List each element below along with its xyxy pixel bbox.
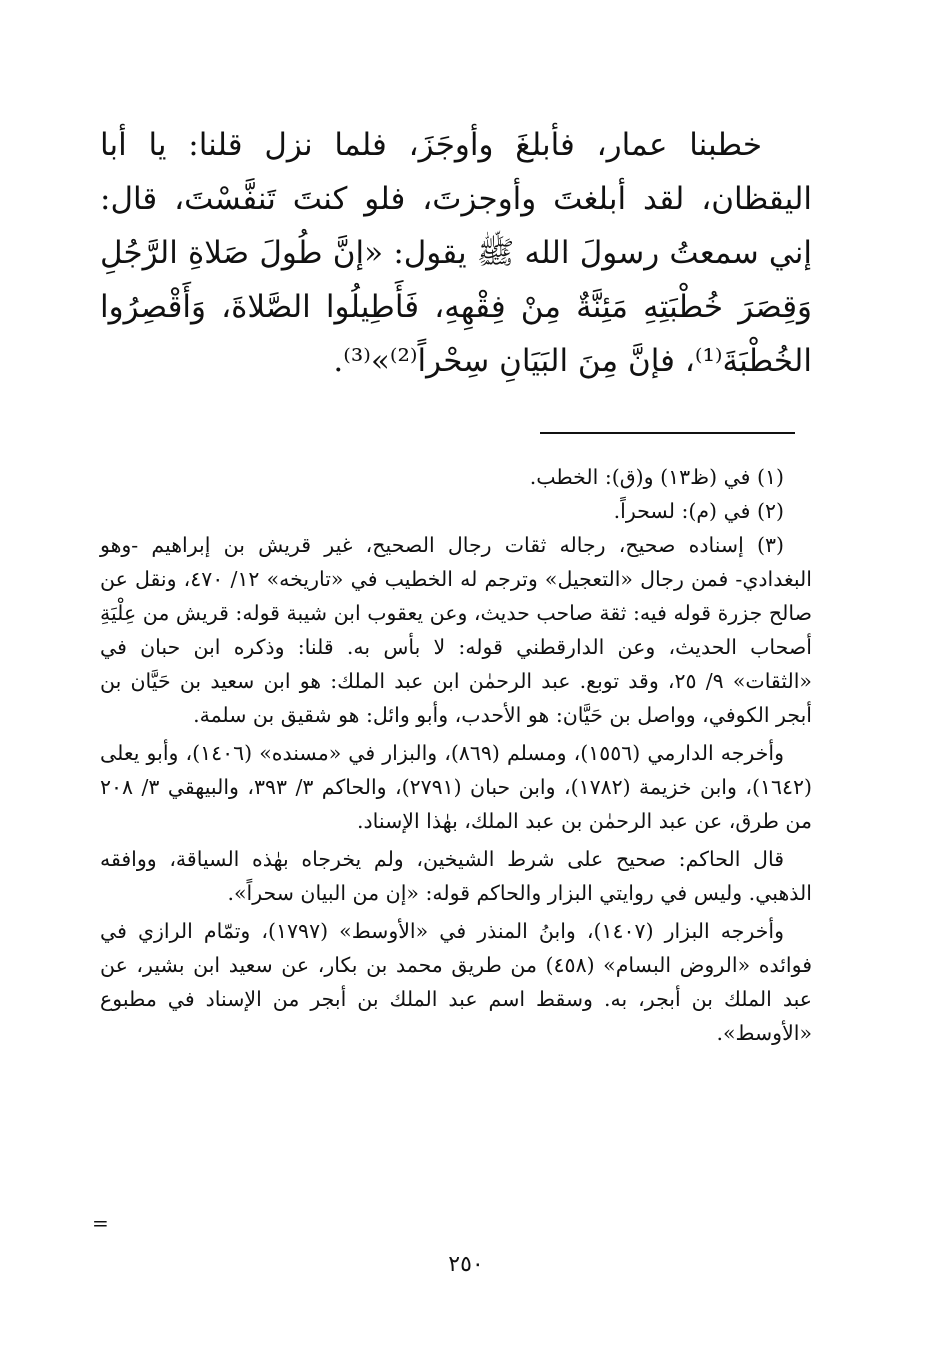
footnote-2: (٢) في (م): لسحراً. [613, 499, 784, 523]
footnote-3-hakim: قال الحاكم: صحيح على شرط الشيخين، ولم يخرجاه بهٰذه السياقة، ووافقه الذهبي. وليس في روايتي البزار والحاكم قوله: «إن من البيان سحراً». [100, 847, 812, 905]
page-number: ٢٥٠ [448, 1252, 484, 1277]
footnote-3-bazzar: وأخرجه البزار (١٤٠٧)، وابنُ المنذر في «الأوسط» (١٧٩٧)، وتمّام الرازي في فوائده «الروض البسام» (٤٥٨) من طريق محمد بن بكار، عن سعيد ابن بشير، عن عبد الملك بن أبجر، به. وسقط اسم عبد الملك بن أبجر من الإسناد في مطبوع «الأوسط». [100, 919, 812, 1045]
footnotes-block [100, 460, 812, 1050]
footnote-1: (١) في (ظ١٣) و(ق): الخطب. [529, 465, 784, 489]
continuation-mark: = [92, 1211, 109, 1235]
hadith-paragraph: خطبنا عمار، فأبلغَ وأوجَزَ، فلما نزل قلنا: يا أبا اليقظان، لقد أبلغتَ وأوجزتَ، فلو كنتَ تَنفَّسْتَ، قال: إني سمعتُ رسولَ الله ﷺ يقول: «إنَّ طُولَ صَلاةِ الرَّجُلِ وَقِصَرَ خُطْبَتِهِ مَئِنَّةٌ مِنْ فِقْهِهِ، فَأَطِيلُوا الصَّلاةَ، وَأَقْصِرُوا الخُطْبَةَ⁽¹⁾، فإنَّ مِنَ البَيَانِ سِحْراً⁽²⁾»⁽³⁾. [100, 127, 812, 379]
main-text-block [100, 118, 812, 388]
footnote-3: (٣) إسناده صحيح، رجاله ثقات رجال الصحيح، غير قريش بن إبراهيم -وهو البغدادي- فمن رجال «التعجيل» وترجم له الخطيب في «تاريخه» ١٢/ ٤٧٠، ونقل عن صالح جزرة قوله فيه: ثقة صاحب حديث، وعن يعقوب ابن شيبة قوله: قريش من عِلْيَةِ أصحاب الحديث، وعن الدارقطني قوله: لا بأس به. قلنا: وذكره ابن حبان في «الثقات» ٩/ ٢٥، وقد توبع. عبد الرحمٰن ابن عبد الملك: هو ابن سعيد بن حَيَّان بن أبجر الكوفي، وواصل بن حَيَّان: هو الأحدب، وأبو وائل: هو شقيق بن سلمة. [100, 533, 812, 727]
footnote-separator [540, 432, 795, 434]
footnote-3-takhrij: وأخرجه الدارمي (١٥٥٦)، ومسلم (٨٦٩)، والبزار في «مسنده» (١٤٠٦)، وأبو يعلى (١٦٤٢)، وابن خزيمة (١٧٨٢)، وابن حبان (٢٧٩١)، والحاكم ٣/ ٣٩٣، والبيهقي ٣/ ٢٠٨ من طرق، عن عبد الرحمٰن بن عبد الملك، بهٰذا الإسناد. [100, 741, 812, 833]
